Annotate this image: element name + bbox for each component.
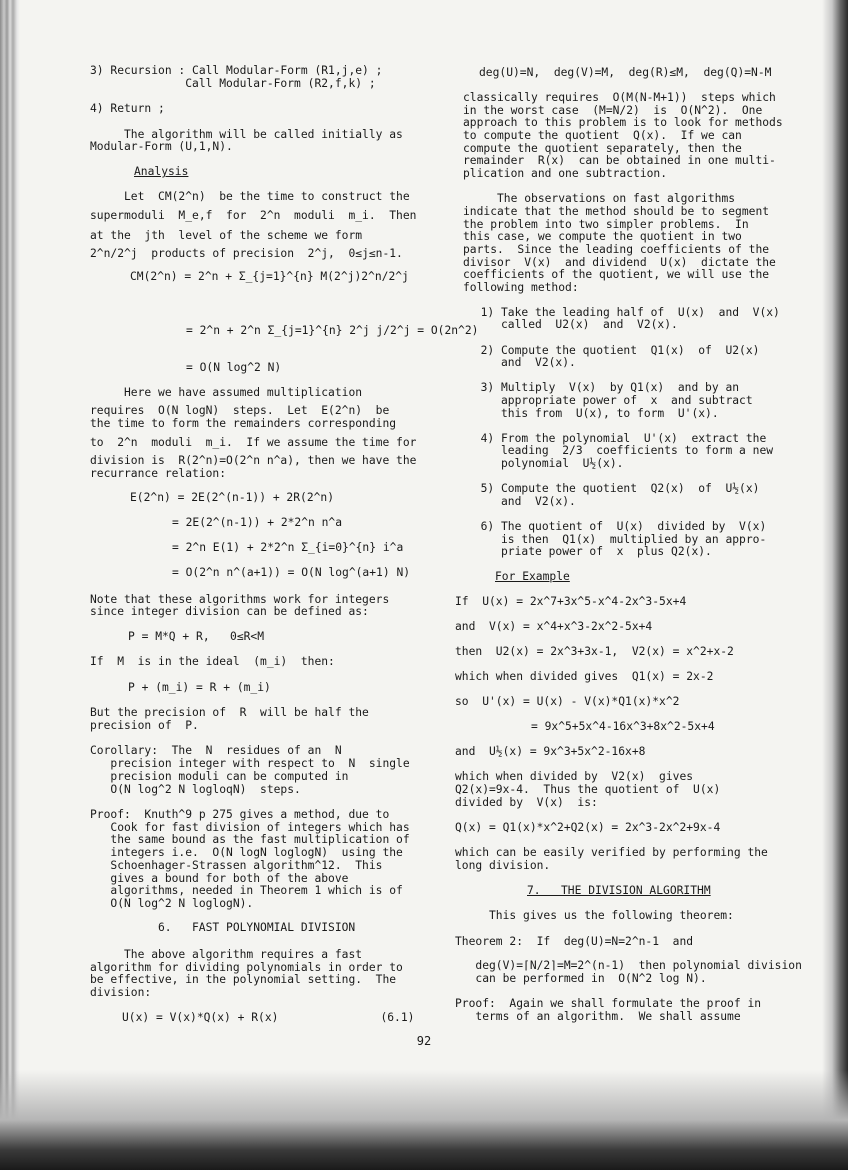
text-line: 2^n/2^j products of precision 2^j, 0≤j≤n-1. [90,247,403,260]
text-line: The above algorithm requires a fast [90,948,363,961]
text-line: be effective, in the polynomial setting. The [90,973,397,986]
equation-line: = 2^n + 2^n Σ_{j=1}^{n} 2^j j/2^j = O(2n^2) [186,324,479,337]
list-item: priate power of x plus Q2(x). [467,545,712,558]
text-line: gives a bound for both of the above [90,872,349,885]
text-line: precision integer with respect to N single [90,757,410,770]
text-line: The algorithm will be called initially as [90,128,403,141]
list-item: 5) Compute the quotient Q2(x) of U½(x) [467,482,760,495]
text-line: O(N log^2 N loglogN). [90,897,254,910]
text-line: the time to form the remainders corresponding [90,417,397,430]
text-line: division is R(2^n)=O(2^n n^a), then we have the [90,454,417,467]
list-item: this from U(x), to form U'(x). [467,407,719,420]
text-line: terms of an algorithm. We shall assume [455,1010,741,1023]
equation-line: and V(x) = x^4+x^3-2x^2-5x+4 [455,620,653,633]
equation-line: = O(2^n n^(a+1)) = O(N log^(a+1) N) [172,566,411,579]
text-line: requires O(N logN) steps. Let E(2^n) be [90,404,390,417]
text-line: The observations on fast algorithms [463,192,736,205]
list-item: 1) Take the leading half of U(x) and V(x) [467,306,780,319]
text-line: algorithm for dividing polynomials in order to [90,961,403,974]
equation-line: so U'(x) = U(x) - V(x)*Q1(x)*x^2 [455,695,680,708]
section-heading: 6. FAST POLYNOMIAL DIVISION [158,921,356,934]
equation-line: E(2^n) = 2E(2^(n-1)) + 2R(2^n) [130,491,335,504]
text-line: since integer division can be defined as: [90,605,369,618]
text-line: algorithms, needed in Theorem 1 which is of [90,884,403,897]
list-item: polynomial U½(x). [467,457,624,470]
text-line: 4) Return ; [90,102,165,115]
section-heading: 7. THE DIVISION ALGORITHM [527,884,711,897]
list-item: and V2(x). [467,495,576,508]
text-line: in the worst case (M=N/2) is O(N^2). One [463,104,763,117]
list-item: appropriate power of x and subtract [467,394,753,407]
text-line: the same bound as the fast multiplication of [90,833,410,846]
text-line: This gives us the following theorem: [455,909,734,922]
text-line: which when divided by V2(x) gives [455,770,694,783]
scan-right-edge [822,0,848,1170]
text-line: divisor V(x) and dividend U(x) dictate the [463,256,776,269]
text-line: divided by V(x) is: [455,796,598,809]
text-line: precision moduli can be computed in [90,770,349,783]
text-line: at the jth level of the scheme we form [90,229,363,242]
equation-line: = O(N log^2 N) [186,361,282,374]
text-line: to compute the quotient Q(x). If we can [463,129,742,142]
text-line: Modular-Form (U,1,N). [90,140,233,153]
text-line: Note that these algorithms work for integers [90,593,390,606]
section-heading: For Example [495,570,570,583]
text-line: Schoenhager-Strassen algorithm^12. This [90,859,383,872]
text-line: indicate that the method should be to segment [463,205,770,218]
text-line: approach to this problem is to look for methods [463,116,783,129]
equation-line: = 9x^5+5x^4-16x^3+8x^2-5x+4 [531,720,715,733]
text-line: 3) Recursion : Call Modular-Form (R1,j,e) ; [90,64,383,77]
text-line: supermoduli M_e,f for 2^n moduli m_i. Then [90,209,417,222]
text-line: parts. Since the leading coefficients of the [463,243,770,256]
list-item: is then Q1(x) multiplied by an appro- [467,533,767,546]
text-line: classically requires O(M(N-M+1)) steps which [463,91,776,104]
equation-line: = 2E(2^(n-1)) + 2*2^n n^a [172,516,343,529]
equation-line: = 2^n E(1) + 2*2^n Σ_{i=0}^{n} i^a [172,541,404,554]
text-line: plication and one subtraction. [463,167,668,180]
text-line: remainder R(x) can be obtained in one multi- [463,154,776,167]
scan-bottom-shadow [0,1070,848,1170]
text-line: recurrance relation: [90,467,227,480]
text-line: Call Modular-Form (R2,f,k) ; [90,77,376,90]
equation-line: P = M*Q + R, 0≤R<M [128,630,265,643]
text-line: Proof: Again we shall formulate the proof in [455,997,762,1010]
text-line: precision of P. [90,719,199,732]
equation-line: CM(2^n) = 2^n + Σ_{j=1}^{n} M(2^j)2^n/2^j [130,270,409,283]
list-item: 2) Compute the quotient Q1(x) of U2(x) [467,344,760,357]
text-line: Here we have assumed multiplication [90,386,363,399]
text-line: can be performed in O(N^2 log N). [455,972,707,985]
equation-line: U(x) = V(x)*Q(x) + R(x) (6.1) [122,1011,415,1024]
list-item: 6) The quotient of U(x) divided by V(x) [467,520,767,533]
text-line: Let CM(2^n) be the time to construct the [90,190,410,203]
text-line: But the precision of R will be half the [90,706,369,719]
equation-line: P + (m_i) = R + (m_i) [128,681,271,694]
equation-line: If U(x) = 2x^7+3x^5-x^4-2x^3-5x+4 [455,595,687,608]
list-item: and V2(x). [467,356,576,369]
list-item: called U2(x) and V2(x). [467,318,678,331]
text-line: If M is in the ideal (m_i) then: [90,655,335,668]
text-line: integers i.e. O(N logN loglogN) using the [90,846,403,859]
text-line: long division. [455,859,551,872]
text-line: deg(U)=N, deg(V)=M, deg(R)≤M, deg(Q)=N-M [479,66,772,79]
text-line: division: [90,986,152,999]
equation-line: which when divided gives Q1(x) = 2x-2 [455,670,714,683]
list-item: leading 2/3 coefficients to form a new [467,444,774,457]
scan-left-edge [0,0,20,1170]
equation-line: then U2(x) = 2x^3+3x-1, V2(x) = x^2+x-2 [455,645,734,658]
section-heading: Analysis [134,165,189,178]
text-line: deg(V)=⌈N/2⌉=M=2^(n-1) then polynomial division [455,959,802,972]
equation-line: and U½(x) = 9x^3+5x^2-16x+8 [455,745,646,758]
text-line: to 2^n moduli m_i. If we assume the time for [90,436,417,449]
text-line: O(N log^2 N logloqN) steps. [90,783,301,796]
corollary-line: Corollary: The N residues of an N [90,744,342,757]
equation-line: Q(x) = Q1(x)*x^2+Q2(x) = 2x^3-2x^2+9x-4 [455,821,721,834]
theorem-line: Theorem 2: If deg(U)=N=2^n-1 and [455,935,694,948]
page-number: 92 [416,1034,432,1048]
text-line: coefficients of the quotient, we will use the [463,268,770,281]
text-line: Proof: Knuth^9 p 275 gives a method, due to [90,808,390,821]
list-item: 4) From the polynomial U'(x) extract the [467,432,767,445]
text-line: compute the quotient separately, then the [463,142,742,155]
text-line: following method: [463,281,579,294]
text-line: Q2(x)=9x-4. Thus the quotient of U(x) [455,783,721,796]
text-line: which can be easily verified by performing the [455,846,768,859]
list-item: 3) Multiply V(x) by Q1(x) and by an [467,381,740,394]
text-line: Cook for fast division of integers which has [90,821,410,834]
text-line: this case, we compute the quotient in two [463,230,742,243]
text-line: the problem into two simpler problems. In [463,218,749,231]
